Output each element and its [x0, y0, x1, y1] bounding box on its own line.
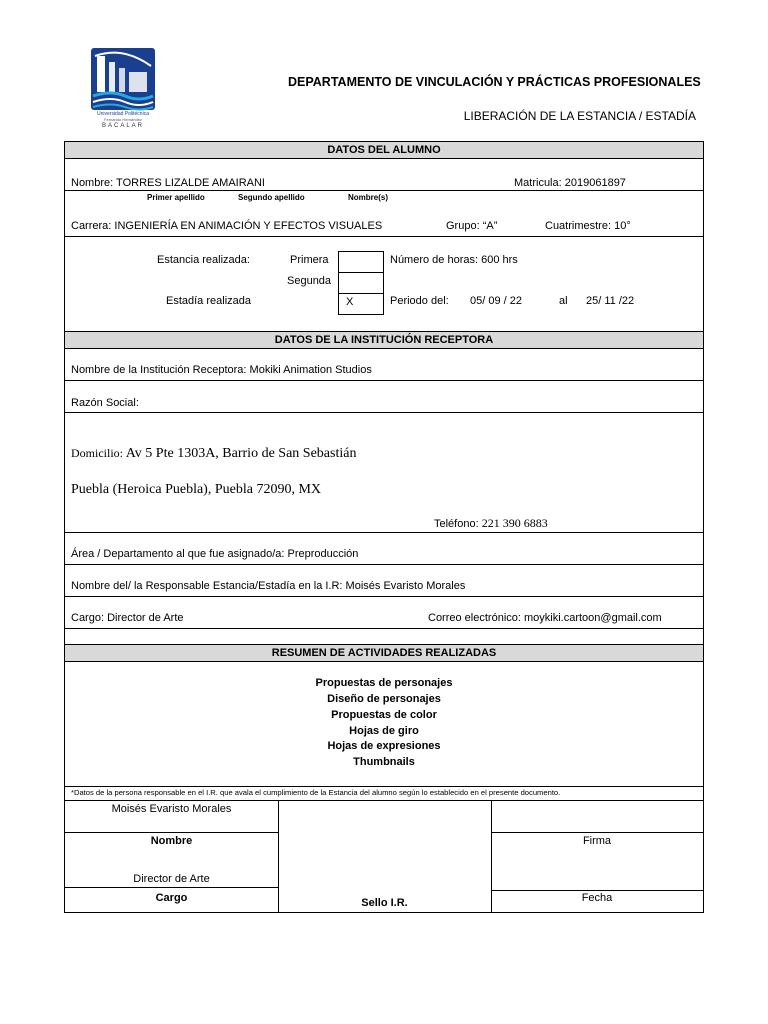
grupo-label: Grupo:	[446, 220, 480, 232]
cuatrimestre-field	[545, 220, 631, 232]
primera-label: Primera	[290, 254, 329, 266]
activity-item: Thumbnails	[353, 756, 415, 768]
divider	[65, 596, 703, 597]
divider	[491, 890, 703, 891]
section-activities-title: RESUMEN DE ACTIVIDADES REALIZADAS	[65, 645, 703, 661]
telefono-value: 221 390 6883	[481, 516, 548, 530]
carrera-value: INGENIERÍA EN ANIMACIÓN Y EFECTOS VISUALES	[114, 220, 383, 232]
divider	[65, 190, 703, 191]
divider	[65, 832, 278, 833]
firma-label: Firma	[582, 835, 612, 847]
correo-value: moykiki.cartoon@gmail.com	[524, 612, 662, 624]
periodo-from: 05/ 09 / 22	[470, 295, 522, 307]
segunda-checkbox[interactable]	[338, 272, 384, 294]
cuatrimestre-value: 10°	[614, 220, 631, 232]
activity-item: Propuestas de color	[331, 709, 437, 721]
matricula-field	[514, 177, 626, 189]
telefono-field	[434, 516, 548, 531]
divider	[65, 628, 703, 629]
domicilio-line2: Puebla (Heroica Puebla), Puebla 72090, MX	[71, 482, 321, 497]
responsible-note: *Datos de la persona responsable en el I.R. que avala el cumplimiento de la Estancia del alumno según lo establecido en el presente documento.	[71, 788, 561, 797]
estancia-label: Estancia realizada:	[157, 254, 250, 266]
responsable-value: Moisés Evaristo Morales	[345, 580, 466, 592]
fecha-label: Fecha	[581, 892, 613, 904]
correo-field	[428, 612, 662, 624]
divider	[491, 832, 703, 833]
divider	[65, 158, 703, 159]
student-name-label: Nombre:	[71, 177, 114, 189]
carrera-field	[71, 220, 382, 232]
telefono-label: Teléfono:	[434, 518, 479, 530]
estadia-checkbox[interactable]: X	[338, 293, 384, 315]
signer-name-label: Nombre	[150, 835, 193, 847]
cuatrimestre-label: Cuatrimestre:	[545, 220, 612, 232]
sub-second-surname: Segundo apellido	[238, 193, 305, 202]
logo-city-text: BACALAR	[101, 123, 144, 129]
domicilio-field	[71, 446, 356, 462]
activity-item: Propuestas de personajes	[315, 677, 453, 689]
cargo-label: Cargo:	[71, 612, 105, 624]
cargo-value: Director de Arte	[107, 612, 184, 624]
area-label: Área / Departamento al que fue asignado/a:	[71, 548, 285, 560]
matricula-label: Matricula:	[514, 177, 562, 189]
sub-names: Nombre(s)	[348, 193, 389, 202]
divider	[65, 532, 703, 533]
periodo-al: al	[559, 295, 568, 307]
institution-name-value: Mokiki Animation Studios	[249, 364, 372, 376]
section-institution-title: DATOS DE LA INSTITUCIÓN RECEPTORA	[65, 332, 703, 348]
horas-field	[390, 254, 518, 266]
razon-social-label: Razón Social:	[71, 397, 139, 409]
divider	[65, 887, 278, 888]
section-student-title: DATOS DEL ALUMNO	[65, 142, 703, 158]
cargo-field	[71, 612, 184, 624]
logo-subtitle-text: Fernando Hernández	[104, 117, 142, 122]
logo-university-text: Universidad Politécnica	[97, 111, 149, 117]
student-name-field	[71, 177, 265, 189]
student-name-value: TORRES LIZALDE AMAIRANI	[116, 177, 265, 189]
grupo-field	[446, 220, 497, 232]
horas-value: 600 hrs	[481, 254, 518, 266]
institution-name-label: Nombre de la Institución Receptora:	[71, 364, 247, 376]
university-logo	[91, 48, 155, 132]
activity-item: Hojas de expresiones	[327, 740, 441, 752]
primera-checkbox[interactable]	[338, 251, 384, 273]
responsable-label: Nombre del/ la Responsable Estancia/Estadía en la I.R:	[71, 580, 343, 592]
periodo-label: Periodo del:	[390, 295, 449, 307]
signer-cargo-label: Cargo	[155, 892, 188, 904]
document-subtitle: LIBERACIÓN DE LA ESTANCIA / ESTADÍA	[463, 109, 696, 123]
responsable-field	[71, 580, 465, 592]
signer-name-value: Moisés Evaristo Morales	[111, 803, 232, 815]
liberation-form	[64, 141, 704, 913]
correo-label: Correo electrónico:	[428, 612, 521, 624]
grupo-value: “A”	[482, 220, 498, 232]
divider	[65, 661, 703, 662]
divider	[65, 786, 703, 787]
horas-label: Número de horas:	[390, 254, 479, 266]
divider	[65, 380, 703, 381]
segunda-label: Segunda	[287, 275, 332, 287]
activity-item: Diseño de personajes	[327, 693, 441, 705]
divider	[65, 800, 703, 801]
area-field	[71, 548, 358, 560]
carrera-label: Carrera:	[71, 220, 112, 232]
department-title: DEPARTAMENTO DE VINCULACIÓN Y PRÁCTICAS PROFESIONALES	[288, 75, 701, 89]
estadia-label: Estadía realizada	[166, 295, 251, 307]
divider	[65, 564, 703, 565]
signer-cargo-value: Director de Arte	[133, 873, 210, 885]
domicilio-line1: Av 5 Pte 1303A, Barrio de San Sebastián	[125, 446, 357, 461]
matricula-value: 2019061897	[564, 177, 626, 189]
divider	[65, 412, 703, 413]
institution-name-field	[71, 364, 372, 376]
divider	[65, 236, 703, 237]
sello-label: Sello I.R.	[361, 897, 408, 909]
sub-first-surname: Primer apellido	[147, 193, 205, 202]
divider	[65, 348, 703, 349]
activity-item: Hojas de giro	[349, 725, 419, 737]
area-value: Preproducción	[287, 548, 359, 560]
domicilio-label: Domicilio:	[71, 446, 123, 460]
periodo-to: 25/ 11 /22	[586, 295, 635, 307]
